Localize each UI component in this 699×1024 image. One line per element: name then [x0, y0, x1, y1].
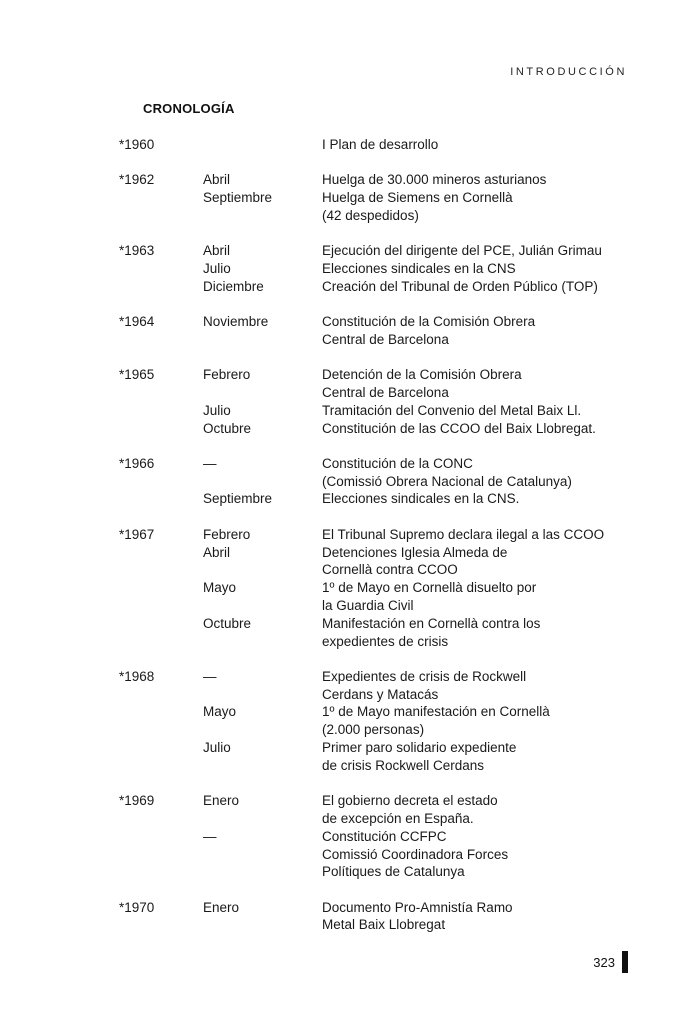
entry-event [322, 313, 639, 349]
event-line: Huelga de Siemens en Cornellà [322, 190, 513, 206]
event-line: El Tribunal Supremo declara ilegal a las CCOO [322, 526, 605, 542]
entry-event [322, 260, 639, 278]
page-marker-bar [622, 951, 628, 973]
event-line: Constitución de las CCOO del Baix Llobregat. [322, 420, 596, 436]
entry-month [203, 136, 322, 154]
entry-month: Julio [203, 260, 231, 276]
event-line: Constitución CCFPC [322, 828, 447, 844]
event-line: Metal Baix Llobregat [322, 917, 446, 933]
event-line: de excepción en España. [322, 810, 474, 826]
chronology-entry [119, 490, 639, 508]
entry-month: — [203, 668, 217, 684]
year-block [119, 899, 639, 935]
entry-month: Septiembre [203, 190, 273, 206]
chronology-entry [119, 366, 639, 402]
entry-month: Octubre [203, 615, 252, 631]
chronology-list [119, 136, 639, 952]
entry-event [322, 366, 639, 402]
entry-month: Enero [203, 899, 240, 915]
page-number: 323 [593, 955, 615, 970]
entry-year [119, 703, 203, 739]
entry-year: *1967 [119, 526, 155, 542]
entry-year [119, 739, 203, 775]
chronology-entry [119, 899, 639, 935]
event-line: Central de Barcelona [322, 331, 449, 347]
chronology-entry [119, 313, 639, 349]
year-block [119, 242, 639, 295]
event-line: Cornellà contra CCOO [322, 562, 458, 578]
event-line: Ejecución del dirigente del PCE, Julián Grimau [322, 243, 602, 259]
section-title: CRONOLOGÍA [143, 101, 235, 116]
year-block [119, 526, 639, 651]
entry-year: *1963 [119, 243, 155, 259]
entry-event [322, 278, 639, 296]
entry-year: *1970 [119, 899, 155, 915]
chronology-entry [119, 703, 639, 739]
year-block [119, 171, 639, 224]
entry-event [322, 703, 639, 739]
event-line: Constitución de la Comisión Obrera [322, 314, 536, 330]
year-block [119, 313, 639, 349]
chronology-entry [119, 242, 639, 260]
event-line: Constitución de la CONC [322, 455, 473, 471]
entry-year: *1964 [119, 314, 155, 330]
entry-year [119, 260, 203, 278]
entry-event [322, 792, 639, 828]
chronology-entry [119, 189, 639, 225]
event-line: (Comissió Obrera Nacional de Catalunya) [322, 473, 572, 489]
entry-event [322, 579, 639, 615]
entry-event [322, 828, 639, 881]
event-line: Documento Pro-Amnistía Ramo [322, 899, 513, 915]
entry-month: Septiembre [203, 491, 273, 507]
entry-month: Julio [203, 402, 231, 418]
entry-month: Abril [203, 544, 231, 560]
entry-event [322, 544, 639, 580]
entry-event [322, 739, 639, 775]
entry-month: Julio [203, 740, 231, 756]
entry-month: Enero [203, 793, 240, 809]
entry-year [119, 402, 203, 420]
entry-year [119, 490, 203, 508]
entry-event [322, 455, 639, 491]
entry-year: *1960 [119, 137, 155, 152]
event-line: Primer paro solidario expediente [322, 740, 517, 756]
entry-month: Octubre [203, 420, 252, 436]
entry-year [119, 579, 203, 615]
chronology-entry [119, 668, 639, 704]
event-line: 1º de Mayo manifestación en Cornellà [322, 704, 550, 720]
year-block [119, 792, 639, 881]
chronology-entry [119, 278, 639, 296]
entry-event [322, 402, 639, 420]
entry-year: *1962 [119, 172, 155, 188]
entry-year: *1968 [119, 668, 155, 684]
event-line: Comissió Coordinadora Forces [322, 846, 509, 862]
entry-year [119, 420, 203, 438]
entry-month: Noviembre [203, 314, 269, 330]
event-line: Central de Barcelona [322, 384, 449, 400]
event-line: expedientes de crisis [322, 633, 449, 649]
entry-month: Mayo [203, 704, 237, 720]
chronology-entry [119, 171, 639, 189]
event-line: 1º de Mayo en Cornellà disuelto por [322, 580, 537, 596]
entry-event [322, 242, 639, 260]
entry-month: Febrero [203, 367, 251, 383]
entry-month: Mayo [203, 580, 237, 596]
event-line: Tramitación del Convenio del Metal Baix Ll. [322, 402, 582, 418]
chronology-entry [119, 455, 639, 491]
chronology-entry [119, 526, 639, 544]
entry-month: — [203, 455, 217, 471]
entry-event [322, 526, 639, 544]
entry-year: *1965 [119, 367, 155, 383]
entry-month: Diciembre [203, 278, 264, 294]
event-line: Elecciones sindicales en la CNS. [322, 491, 520, 507]
chronology-entry [119, 136, 639, 154]
year-block [119, 366, 639, 437]
entry-year: *1966 [119, 455, 155, 471]
year-block [119, 136, 639, 154]
event-line: de crisis Rockwell Cerdans [322, 757, 485, 773]
entry-event [322, 615, 639, 651]
chronology-entry [119, 420, 639, 438]
entry-year [119, 615, 203, 651]
event-line: la Guardia Civil [322, 597, 414, 613]
running-head: INTRODUCCIÓN [510, 66, 627, 78]
entry-month: Abril [203, 172, 231, 188]
chronology-entry [119, 402, 639, 420]
entry-year [119, 189, 203, 225]
entry-event [322, 136, 639, 154]
event-line: Elecciones sindicales en la CNS [322, 260, 516, 276]
entry-event [322, 490, 639, 508]
entry-event [322, 668, 639, 704]
event-line: Manifestación en Cornellà contra los [322, 615, 541, 631]
event-line: El gobierno decreta el estado [322, 793, 498, 809]
event-line: Detención de la Comisión Obrera [322, 367, 522, 383]
event-line: Expedientes de crisis de Rockwell [322, 668, 527, 684]
chronology-entry [119, 739, 639, 775]
year-block [119, 668, 639, 775]
event-line: (42 despedidos) [322, 207, 419, 223]
entry-month: Febrero [203, 526, 251, 542]
entry-event [322, 420, 639, 438]
entry-month: Abril [203, 243, 231, 259]
chronology-entry [119, 260, 639, 278]
event-line: I Plan de desarrollo [322, 137, 439, 152]
entry-year [119, 544, 203, 580]
event-line: Creación del Tribunal de Orden Público (TOP) [322, 278, 598, 294]
event-line: (2.000 personas) [322, 722, 425, 738]
chronology-entry [119, 792, 639, 828]
event-line: Huelga de 30.000 mineros asturianos [322, 172, 547, 188]
chronology-entry [119, 828, 639, 881]
year-block [119, 455, 639, 508]
entry-event [322, 899, 639, 935]
chronology-entry [119, 544, 639, 580]
entry-year [119, 278, 203, 296]
chronology-entry [119, 615, 639, 651]
event-line: Cerdans y Matacás [322, 686, 439, 702]
entry-event [322, 171, 639, 189]
event-line: Detenciones Iglesia Almeda de [322, 544, 508, 560]
entry-year: *1969 [119, 793, 155, 809]
entry-event [322, 189, 639, 225]
entry-month: — [203, 828, 217, 844]
event-line: Polítiques de Catalunya [322, 864, 465, 880]
entry-year [119, 828, 203, 881]
chronology-entry [119, 579, 639, 615]
